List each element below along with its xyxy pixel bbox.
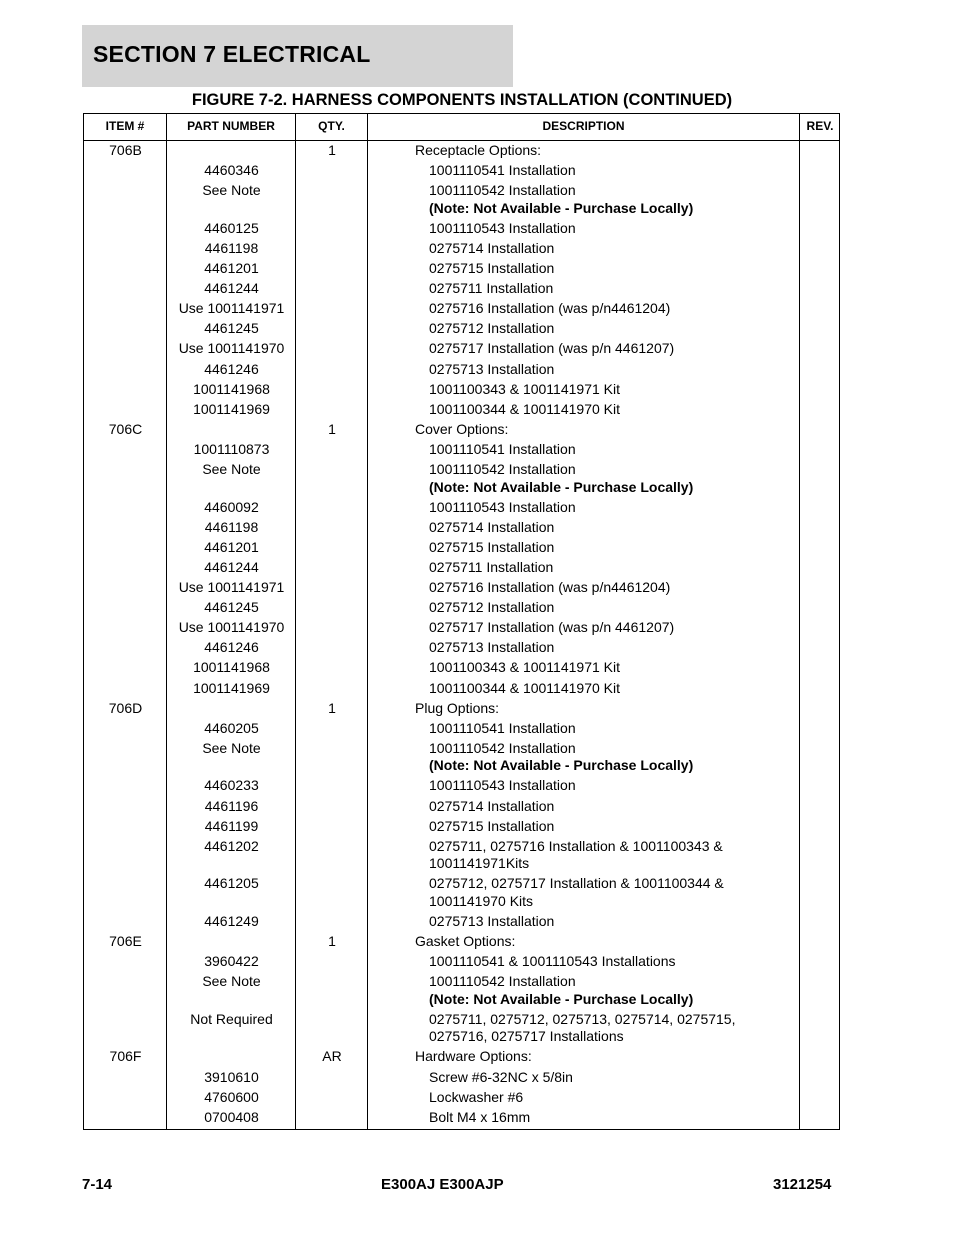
- description: 0275711 Installation: [429, 558, 554, 575]
- option-group-heading: Receptacle Options:: [415, 142, 542, 158]
- part-number: Use 1001141971: [178, 300, 285, 317]
- description: 1001100344 & 1001141970 Kit: [429, 400, 620, 417]
- section-title: SECTION 7 ELECTRICAL: [93, 41, 371, 67]
- description: 0275714 Installation: [429, 239, 555, 256]
- part-number: 4461198: [204, 239, 259, 256]
- part-number: 4460125: [204, 219, 259, 236]
- part-number: 1001141969: [193, 679, 270, 696]
- description: 0275711, 0275716 Installation & 1001100343 &: [429, 837, 723, 854]
- part-number: 4460346: [204, 162, 259, 179]
- part-number: 3960422: [204, 953, 259, 970]
- description: 1001110541 Installation: [429, 440, 576, 457]
- description: 0275717 Installation (was p/n 4461207): [429, 619, 675, 636]
- description: 0275715 Installation: [429, 817, 555, 834]
- part-number: See Note: [202, 182, 261, 199]
- quantity: AR: [322, 1048, 342, 1065]
- column-header-qty: QTY.: [318, 119, 345, 133]
- part-number: Use 1001141971: [178, 579, 285, 595]
- description: 0275712, 0275717 Installation & 1001100344 &: [429, 875, 724, 892]
- part-number: 4460092: [204, 498, 259, 515]
- part-number: See Note: [202, 739, 261, 756]
- part-number: 4461205: [204, 875, 259, 892]
- availability-note: (Note: Not Available - Purchase Locally): [429, 757, 694, 774]
- description-continued: 0275716, 0275717 Installations: [429, 1028, 624, 1045]
- description: 0275715 Installation: [429, 260, 555, 276]
- option-group-heading: Gasket Options:: [415, 933, 516, 949]
- part-number: 4460233: [204, 777, 259, 794]
- model-name: E300AJ E300AJP: [381, 1176, 504, 1193]
- part-number: 4461201: [204, 538, 259, 555]
- part-number: 0700408: [204, 1108, 259, 1125]
- description: 1001110543 Installation: [429, 219, 576, 236]
- description: 0275717 Installation (was p/n 4461207): [429, 340, 675, 357]
- part-number: 1001110873: [193, 440, 270, 457]
- part-number: 4461245: [204, 320, 259, 337]
- description: 0275713 Installation: [429, 912, 555, 929]
- description: 1001110542 Installation: [429, 182, 576, 199]
- description: 0275712 Installation: [429, 320, 555, 337]
- description: 1001110543 Installation: [429, 777, 576, 794]
- quantity: 1: [328, 933, 336, 949]
- part-number: See Note: [202, 461, 261, 477]
- part-number: 4461198: [204, 518, 259, 535]
- option-group-heading: Plug Options:: [415, 699, 500, 716]
- description: Screw #6-32NC x 5/8in: [429, 1068, 573, 1085]
- part-number: Not Required: [190, 1010, 273, 1027]
- part-number: 3910610: [204, 1068, 259, 1085]
- description: 0275715 Installation: [429, 538, 555, 555]
- part-number: 1001141968: [193, 380, 270, 397]
- column-divider: [367, 114, 368, 1129]
- column-header-item: ITEM #: [105, 119, 145, 133]
- quantity: 1: [328, 420, 336, 437]
- description: 0275713 Installation: [429, 360, 555, 377]
- description: 0275712 Installation: [429, 599, 555, 616]
- description: 1001110541 Installation: [429, 162, 576, 179]
- part-number: 4461246: [204, 360, 259, 377]
- part-number: 4461244: [204, 280, 259, 297]
- description: 0275711 Installation: [429, 280, 554, 297]
- description: 1001110543 Installation: [429, 498, 576, 515]
- description: Lockwasher #6: [429, 1088, 524, 1105]
- quantity: 1: [328, 699, 336, 716]
- description: 0275714 Installation: [429, 797, 555, 814]
- description: 1001110541 & 1001110543 Installations: [429, 953, 676, 970]
- part-number: 4461244: [204, 558, 259, 575]
- item-number: 706D: [108, 699, 143, 716]
- description: 1001100343 & 1001141971 Kit: [429, 380, 620, 397]
- part-number: Use 1001141970: [178, 340, 285, 357]
- document-number: 3121254: [773, 1176, 832, 1193]
- description-continued: 1001141971Kits: [429, 855, 530, 872]
- part-number: 4461201: [204, 260, 259, 276]
- item-number: 706E: [109, 933, 142, 949]
- availability-note: (Note: Not Available - Purchase Locally): [429, 990, 694, 1007]
- item-number: 706F: [109, 1048, 142, 1065]
- part-number: 1001141969: [193, 400, 270, 417]
- column-header-part-number: PART NUMBER: [187, 119, 275, 133]
- description: 1001110542 Installation: [429, 973, 576, 990]
- description: 1001110541 Installation: [429, 719, 576, 736]
- description: 1001100343 & 1001141971 Kit: [429, 659, 620, 676]
- part-number: See Note: [202, 973, 261, 990]
- quantity: 1: [328, 142, 336, 158]
- option-group-heading: Cover Options:: [415, 420, 509, 437]
- part-number: 1001141968: [193, 659, 270, 676]
- part-number: 4461246: [204, 639, 259, 656]
- part-number: 4461245: [204, 599, 259, 616]
- part-number: 4461202: [204, 837, 259, 854]
- parts-table: [83, 113, 840, 1130]
- part-number: 4760600: [204, 1088, 259, 1105]
- part-number: 4460205: [204, 719, 259, 736]
- description: 1001110542 Installation: [429, 461, 576, 477]
- description: 0275711, 0275712, 0275713, 0275714, 0275715,: [429, 1010, 736, 1027]
- column-header-description: DESCRIPTION: [542, 119, 625, 133]
- option-group-heading: Hardware Options:: [415, 1048, 532, 1065]
- description: 0275716 Installation (was p/n4461204): [429, 579, 671, 595]
- description: 1001100344 & 1001141970 Kit: [429, 679, 620, 696]
- description: 0275714 Installation: [429, 518, 555, 535]
- description: 1001110542 Installation: [429, 739, 576, 756]
- part-number: 4461196: [204, 797, 259, 814]
- column-header-rev: REV.: [806, 119, 834, 133]
- column-divider: [799, 114, 800, 1129]
- part-number: Use 1001141970: [178, 619, 285, 636]
- availability-note: (Note: Not Available - Purchase Locally): [429, 478, 694, 495]
- part-number: 4461249: [204, 912, 259, 929]
- page-number: 7-14: [82, 1176, 113, 1193]
- item-number: 706C: [108, 420, 143, 437]
- item-number: 706B: [109, 142, 142, 158]
- header-divider: [84, 140, 839, 141]
- description: 0275716 Installation (was p/n4461204): [429, 300, 671, 317]
- availability-note: (Note: Not Available - Purchase Locally): [429, 199, 694, 216]
- figure-title: FIGURE 7-2. HARNESS COMPONENTS INSTALLATION (CONTINUED): [191, 91, 733, 109]
- part-number: 4461199: [204, 817, 259, 834]
- description: 0275713 Installation: [429, 639, 555, 656]
- description: Bolt M4 x 16mm: [429, 1108, 531, 1125]
- description-continued: 1001141970 Kits: [429, 892, 534, 909]
